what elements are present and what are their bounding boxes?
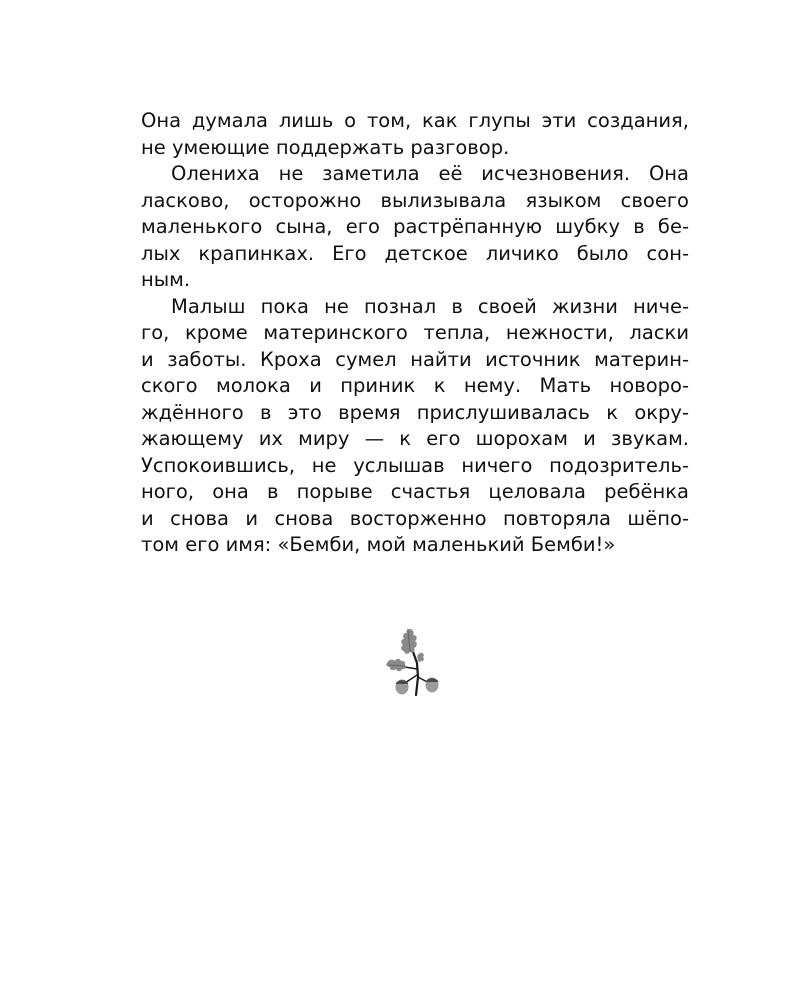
- oak-sprig-icon: [381, 625, 441, 699]
- text-line: Олениха не заметила её исчезновения. Она: [171, 162, 689, 185]
- paragraph-3: [141, 294, 689, 559]
- text-line: и снова и снова восторженно повторяла шёпо-: [141, 506, 689, 530]
- text-line: Малыш пока не познал в своей жизни ниче-: [171, 294, 689, 318]
- text-line: и заботы. Кроха сумел найти источник материн-: [141, 347, 689, 371]
- text-line: ного, она в порыве счастья целовала ребёнка: [141, 480, 689, 503]
- text-line: жающему их миру — к его шорохам и звукам.: [141, 427, 689, 450]
- text-line: ным.: [141, 268, 191, 291]
- text-line: Успокоившись, не услышав ничего подозритель-: [141, 453, 689, 477]
- text-line: ласково, осторожно вылизывала языком своего: [141, 188, 689, 212]
- text-line: том его имя: «Бемби, мой маленький Бемби!»: [141, 533, 616, 556]
- text-line: ждённого в это время прислушивалась к окру-: [141, 400, 689, 424]
- text-line: ского молока и приник к нему. Мать новоро-: [141, 374, 689, 397]
- paragraph-1: [141, 108, 689, 161]
- text-line: го, кроме материнского тепла, нежности, ласки: [141, 321, 689, 344]
- text-line: маленького сына, его растрёпанную шубку в бе-: [141, 215, 689, 238]
- paragraph-2: [141, 161, 689, 294]
- text-line: лых крапинках. Его детское личико было сон-: [141, 241, 689, 265]
- page-text: [141, 108, 689, 559]
- text-line: Она думала лишь о том, как глупы эти создания,: [141, 109, 689, 132]
- text-line: не умеющие поддержать разговор.: [141, 135, 510, 159]
